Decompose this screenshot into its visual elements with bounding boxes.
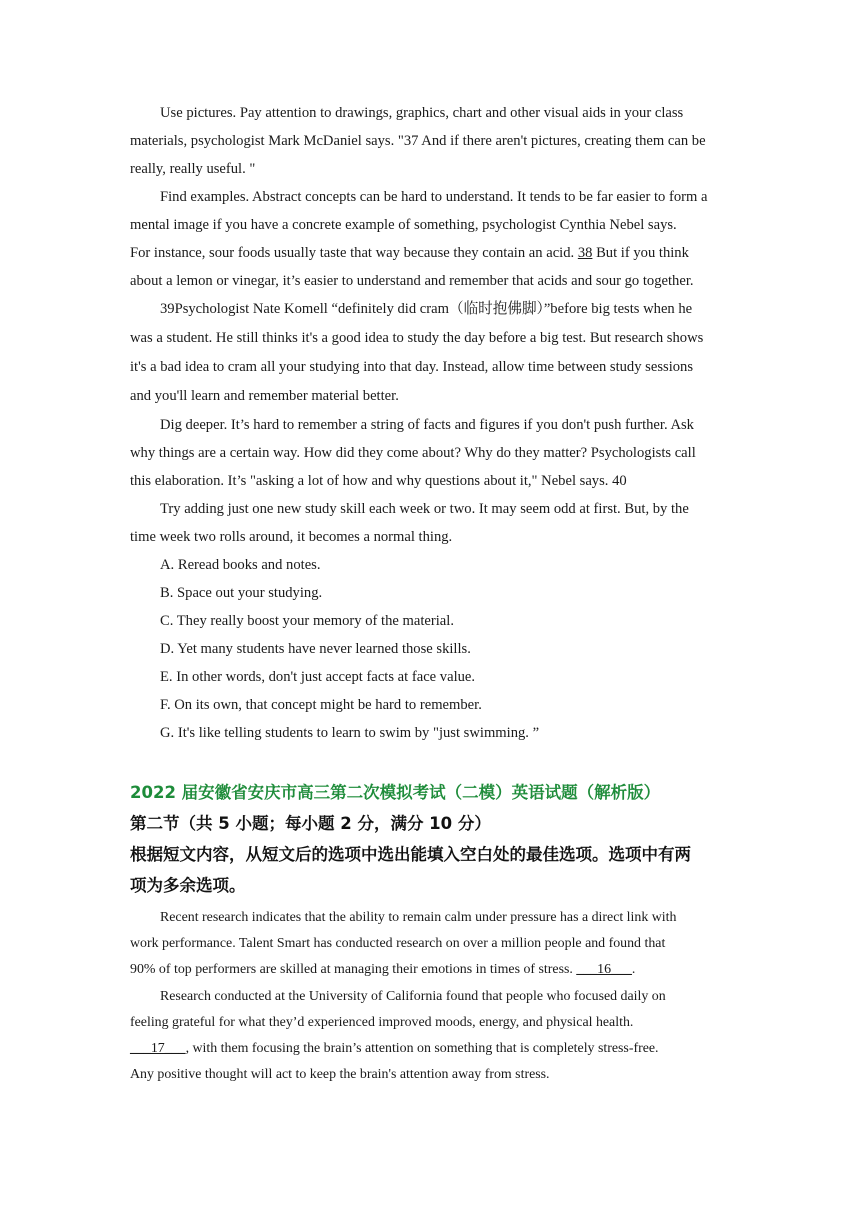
- document-page: [130, 99, 730, 1088]
- text-line-with-blank: [130, 239, 730, 267]
- paragraph-try-adding: [130, 495, 730, 551]
- paragraph-use-pictures: [130, 99, 730, 183]
- text-segment: 90% of top performers are skilled at managing their emotions in times of stress.: [130, 962, 577, 978]
- option-f: F. On its own, that concept might be hard to remember.: [160, 697, 482, 713]
- paragraph-find-examples: [130, 183, 730, 295]
- text-line: about a lemon or vinegar, it’s easier to understand and remember that acids and sour go together.: [130, 273, 694, 289]
- text-line-with-blank: [130, 957, 730, 983]
- text-segment: , with them focusing the brain’s attention on something that is completely stress-free.: [185, 1041, 659, 1057]
- text-line: time week two rolls around, it becomes a normal thing.: [130, 529, 453, 545]
- paragraph-research-california: [130, 984, 730, 1089]
- paragraph-dig-deeper: [130, 411, 730, 495]
- text-line: 39Psychologist Nate Komell “definitely did cram（临时抱佛脚）”before big tests when he: [160, 301, 693, 317]
- text-line: mental image if you have a concrete example of something, psychologist Cynthia Nebel says.: [130, 217, 677, 233]
- text-line: really, really useful. ": [130, 161, 256, 177]
- text-segment: For instance, sour foods usually taste that way because they contain an acid.: [130, 245, 578, 261]
- text-line: Find examples. Abstract concepts can be hard to understand. It tends to be far easier to form a: [160, 189, 708, 205]
- paragraph-cram: [130, 295, 730, 411]
- blank-17: ___17___: [130, 1041, 186, 1057]
- text-line: and you'll learn and remember material better.: [130, 388, 399, 404]
- options-list: [130, 551, 730, 747]
- option-c: C. They really boost your memory of the material.: [160, 613, 454, 629]
- instruction-line: 根据短文内容，从短文后的选项中选出能填入空白处的最佳选项。选项中有两: [130, 845, 691, 864]
- blank-16: ___16___: [576, 962, 632, 978]
- option-a: A. Reread books and notes.: [160, 557, 321, 573]
- paragraph-research-calm: [130, 905, 730, 984]
- text-line-with-blank: [130, 1036, 730, 1062]
- text-line: Use pictures. Pay attention to drawings, graphics, chart and other visual aids in your class: [160, 105, 684, 121]
- instructions: [130, 839, 730, 901]
- text-line: this elaboration. It’s "asking a lot of how and why questions about it," Nebel says. 40: [130, 473, 627, 489]
- text-line: work performance. Talent Smart has conducted research on over a million people and found that: [130, 936, 666, 952]
- option-d: D. Yet many students have never learned those skills.: [160, 641, 471, 657]
- option-g: G. It's like telling students to learn to swim by "just swimming. ”: [160, 725, 540, 741]
- text-line: Any positive thought will act to keep the brain's attention away from stress.: [130, 1067, 550, 1083]
- text-line: feeling grateful for what they’d experienced improved moods, energy, and physical health.: [130, 1014, 634, 1030]
- text-line: Try adding just one new study skill each week or two. It may seem odd at first. But, by the: [160, 501, 689, 517]
- text-line: why things are a certain way. How did they come about? Why do they matter? Psychologists call: [130, 445, 696, 461]
- section-subtitle: 第二节（共 5 小题；每小题 2 分，满分 10 分）: [130, 814, 491, 833]
- text-line: it's a bad idea to cram all your studying into that day. Instead, allow time between study sessions: [130, 359, 694, 375]
- text-line: Dig deeper. It’s hard to remember a string of facts and figures if you don't push further. Ask: [160, 417, 694, 433]
- instruction-line: 项为多余选项。: [130, 876, 246, 895]
- text-line: was a student. He still thinks it's a good idea to study the day before a big test. But research shows: [130, 330, 704, 346]
- text-segment: .: [631, 962, 636, 978]
- text-line: Research conducted at the University of California found that people who focused daily on: [160, 988, 666, 1004]
- option-e: E. In other words, don't just accept facts at face value.: [160, 669, 476, 685]
- text-line: Recent research indicates that the ability to remain calm under pressure has a direct link with: [160, 910, 677, 925]
- option-b: B. Space out your studying.: [160, 585, 323, 601]
- text-line: materials, psychologist Mark McDaniel says. "37 And if there aren't pictures, creating them can be: [130, 133, 706, 149]
- blank-38: 38: [577, 245, 593, 261]
- text-segment: But if you think: [592, 245, 689, 261]
- exam-title: 2022 届安徽省安庆市高三第二次模拟考试（二模）英语试题（解析版）: [130, 783, 661, 802]
